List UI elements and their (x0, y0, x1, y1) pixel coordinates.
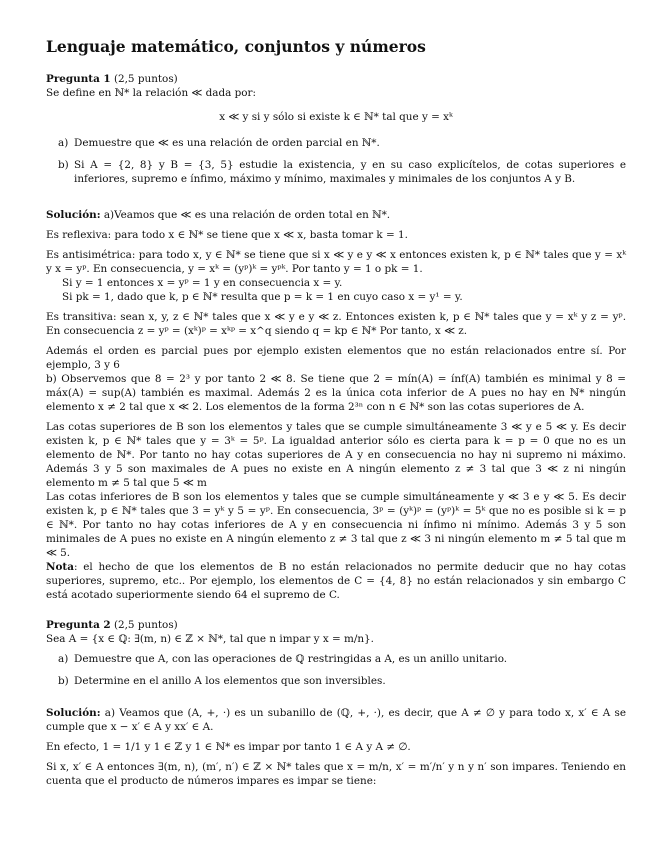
item-text: Determine en el anillo A los elementos que son inversibles. (74, 675, 386, 687)
solution-1 (46, 208, 626, 602)
partial-order-paragraph: Además el orden es parcial pues por ejemplo existen elementos que no están relacionados entre sí. Por ejemplo, 3 y 6 (46, 345, 626, 371)
solution-1-part-b: b) Observemos que 8 = 2³ y por tanto 2 ≪ 8. Se tiene que 2 = mín(A) = ínf(A) también es minimal y 8 = máx(A) = sup(A) también es maximal. Además 2 es la única cota inferior de A pues no hay en ℕ* ningún elemento x ≠ 2 tal que x ≪ 2. Los elementos de la forma 2³ⁿ con n ∈ ℕ* son las cotas superiores de A. (46, 373, 626, 413)
solution-2 (46, 706, 626, 788)
question-2-label: Pregunta 2 (46, 619, 111, 631)
question-1-definition: x ≪ y si y sólo si existe k ∈ ℕ* tal que y = xᵏ (219, 111, 453, 123)
question-2 (46, 618, 626, 688)
question-1-points: (2,5 puntos) (113, 73, 178, 85)
solution-2-paragraph-2: En efecto, 1 = 1/1 y 1 ∈ ℤ y 1 ∈ ℕ* es impar por tanto 1 ∈ A y A ≠ ∅. (46, 741, 411, 753)
solution-2-paragraph-3: Si x, x′ ∈ A entonces ∃(m, n), (m′, n′) ∈ ℤ × ℕ* tales que x = m/n, x′ = m′/n′ y n y n′ son impares. Teniendo en cuenta que el producto de números impares es impar se tiene: (46, 761, 626, 787)
note-paragraph (46, 560, 626, 602)
reflexive-paragraph: Es reflexiva: para todo x ∈ ℕ* se tiene que x ≪ x, basta tomar k = 1. (46, 229, 408, 241)
lower-bounds-b-paragraph: Las cotas inferiores de B son los elementos y tales que se cumple simultáneamente y ≪ 3 e y ≪ 5. Es decir existen k, p ∈ ℕ* tales que 3 = yᵏ y 5 = yᵖ. En consecuencia, 3ᵖ = (yᵏ)ᵖ = (yᵖ)ᵏ = 5ᵏ que no es posible si k = p ∈ ℕ*. Por tanto no hay cotas inferiores de A y en consecuencia ni ínfimo ni mínimo. Además 3 y 5 son minimales de A pues no existe en A ningún elemento z ≠ 3 tal que z ≪ 3 ni ningún elemento m ≠ 5 tal que m ≪ 5. (46, 491, 626, 559)
item-text: Demuestre que A, con las operaciones de ℚ restringidas a A, es un anillo unitario. (74, 653, 508, 665)
item-label: a) (58, 137, 69, 149)
item-text: Demuestre que ≪ es una relación de orden parcial en ℕ*. (74, 137, 380, 149)
question-2-points: (2,5 puntos) (113, 619, 178, 631)
solution-2-label: Solución: (46, 707, 101, 719)
question-1 (46, 72, 626, 186)
antisymmetric-case-2: Si pk = 1, dado que k, p ∈ ℕ* resulta que p = k = 1 en cuyo caso x = y¹ = y. (62, 291, 463, 303)
question-2-definition: Sea A = {x ∈ ℚ: ∃(m, n) ∈ ℤ × ℕ*, tal que n impar y x = m/n}. (46, 633, 374, 645)
antisymmetric-case-1: Si y = 1 entonces x = yᵖ = 1 y en consecuencia x = y. (62, 277, 343, 289)
item-text: Si A = {2, 8} y B = {3, 5} estudie la existencia, y en su caso explicítelos, de cotas superiores e inferiores, supremo e ínfimo, máximo y mínimo, maximales y minimales de los conjuntos A y B. (74, 159, 626, 185)
antisymmetric-paragraph: Es antisimétrica: para todo x, y ∈ ℕ* se tiene que si x ≪ y e y ≪ x entonces existen k, p ∈ ℕ* tales que y = xᵏ y x = yᵖ. En consecuencia, y = xᵏ = (yᵖ)ᵏ = yᵖᵏ. Por tanto y = 1 o pk = 1. (46, 249, 626, 275)
solution-1-label: Solución: (46, 209, 101, 221)
question-2-item-b (58, 674, 626, 688)
note-text: : el hecho de que los elementos de B no están relacionados no permite deducir que no hay cotas superiores, supremo, etc.. Por ejemplo, los elementos de C = {4, 8} no están relacionados y sin embargo C está acotado superiormente siendo 64 el supremo de C. (46, 561, 626, 601)
item-label: b) (58, 675, 69, 687)
solution-1-intro: a)Veamos que ≪ es una relación de orden total en ℕ*. (103, 209, 391, 221)
item-label: b) (58, 159, 69, 171)
question-1-item-b (58, 158, 626, 186)
note-label: Nota (46, 561, 74, 573)
question-2-item-a (58, 652, 626, 666)
question-1-item-a (58, 136, 626, 150)
transitive-paragraph: Es transitiva: sean x, y, z ∈ ℕ* tales que x ≪ y e y ≪ z. Entonces existen k, p ∈ ℕ* tales que y = xᵏ y z = yᵖ. En consecuencia z = yᵖ = (xᵏ)ᵖ = xᵏᵖ = x^q siendo q = kp ∈ ℕ* Por tanto, x ≪ z. (46, 311, 626, 337)
solution-2-paragraph-1: a) Veamos que (A, +, ·) es un subanillo de (ℚ, +, ·), es decir, que A ≠ ∅ y para todo x, x′ ∈ A se cumple que x − x′ ∈ A y xx′ ∈ A. (46, 707, 626, 733)
question-1-intro: Se define en ℕ* la relación ≪ dada por: (46, 87, 256, 99)
item-label: a) (58, 653, 69, 665)
document-page (46, 38, 626, 794)
question-1-label: Pregunta 1 (46, 73, 111, 85)
document-title: Lenguaje matemático, conjuntos y números (46, 37, 426, 56)
upper-bounds-b-paragraph: Las cotas superiores de B son los elementos y tales que se cumple simultáneamente 3 ≪ y e 5 ≪ y. Es decir existen k, p ∈ ℕ* tales que y = 3ᵏ = 5ᵖ. La igualdad anterior sólo es cierta para k = p = 0 que no es un elemento de ℕ*. Por tanto no hay cotas superiores de A y en consecuencia no hay ni supremo ni máximo. Además 3 y 5 son maximales de A pues no existe en A ningún elemento z ≠ 3 tal que 3 ≪ z ni ningún elemento m ≠ 5 tal que 5 ≪ m (46, 421, 626, 489)
